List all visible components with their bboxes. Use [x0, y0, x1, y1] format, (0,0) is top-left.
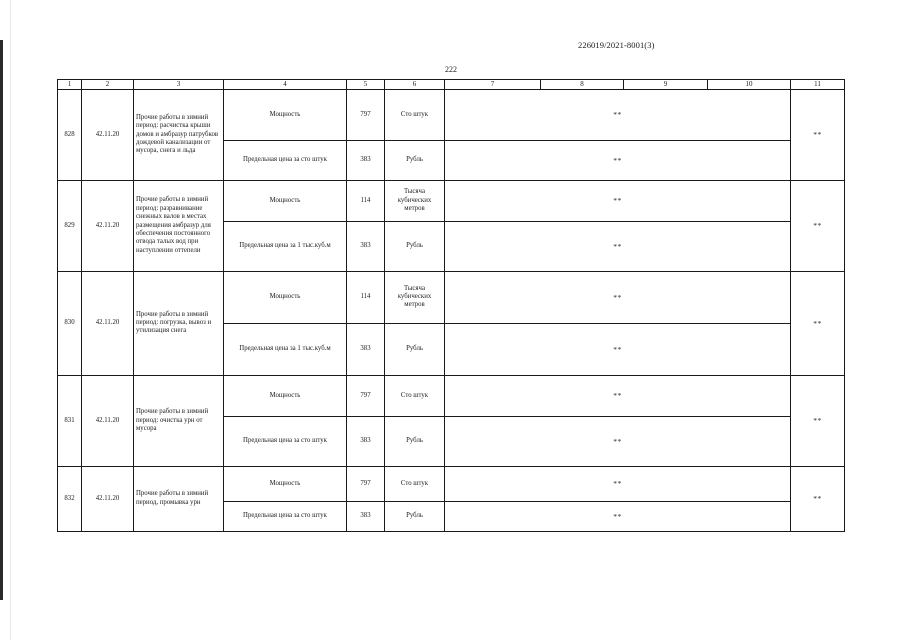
row-last-value: ** [791, 271, 845, 375]
row-code: 42.11.20 [82, 375, 134, 466]
header-col-3: 3 [134, 80, 224, 90]
indicator-value: ** [445, 271, 791, 323]
row-number: 832 [58, 466, 82, 531]
indicator-value: ** [445, 221, 791, 271]
indicator-value: ** [445, 323, 791, 375]
procurement-table [57, 79, 845, 532]
indicator-okei: 383 [347, 501, 385, 531]
indicator-unit: Рубль [385, 323, 445, 375]
row-code: 42.11.20 [82, 466, 134, 531]
header-col-1: 1 [58, 80, 82, 90]
indicator-unit: Тысяча кубических метров [385, 180, 445, 221]
scan-edge-mark [0, 40, 3, 600]
indicator-okei: 114 [347, 271, 385, 323]
indicator-okei: 114 [347, 180, 385, 221]
indicator-unit: Сто штук [385, 375, 445, 416]
indicator-value: ** [445, 89, 791, 140]
indicator-value: ** [445, 416, 791, 466]
row-last-value: ** [791, 180, 845, 271]
indicator-name: Мощность [224, 89, 347, 140]
row-description: Прочие работы в зимний период, промывка урн [134, 466, 224, 531]
row-number: 828 [58, 89, 82, 180]
indicator-name: Мощность [224, 271, 347, 323]
header-col-2: 2 [82, 80, 134, 90]
header-col-7: 7 [445, 80, 541, 90]
row-last-value: ** [791, 466, 845, 531]
indicator-value: ** [445, 180, 791, 221]
scan-edge-shadow [10, 0, 11, 640]
page-number: 222 [445, 65, 457, 74]
indicator-okei: 797 [347, 89, 385, 140]
row-last-value: ** [791, 375, 845, 466]
header-col-10: 10 [708, 80, 791, 90]
row-code: 42.11.20 [82, 271, 134, 375]
indicator-value: ** [445, 140, 791, 180]
row-code: 42.11.20 [82, 89, 134, 180]
row-number: 829 [58, 180, 82, 271]
header-col-5: 5 [347, 80, 385, 90]
table-row [58, 466, 845, 501]
indicator-name: Предельная цена за 1 тыс.куб.м [224, 221, 347, 271]
indicator-name: Предельная цена за сто штук [224, 501, 347, 531]
table-row [58, 89, 845, 140]
indicator-value: ** [445, 375, 791, 416]
row-number: 831 [58, 375, 82, 466]
indicator-unit: Рубль [385, 221, 445, 271]
row-description: Прочие работы в зимний период: очистка урн от мусора [134, 375, 224, 466]
row-number: 830 [58, 271, 82, 375]
header-col-8: 8 [541, 80, 624, 90]
indicator-name: Предельная цена за сто штук [224, 140, 347, 180]
table-row [58, 375, 845, 416]
indicator-value: ** [445, 466, 791, 501]
indicator-unit: Тысяча кубических метров [385, 271, 445, 323]
indicator-okei: 383 [347, 140, 385, 180]
indicator-name: Предельная цена за сто штук [224, 416, 347, 466]
indicator-name: Мощность [224, 180, 347, 221]
header-col-9: 9 [624, 80, 708, 90]
indicator-name: Предельная цена за 1 тыс.куб.м [224, 323, 347, 375]
document-number: 226019/2021-8001(3) [578, 40, 655, 50]
indicator-okei: 383 [347, 221, 385, 271]
indicator-okei: 797 [347, 375, 385, 416]
indicator-name: Мощность [224, 375, 347, 416]
header-row [58, 80, 845, 90]
indicator-okei: 383 [347, 323, 385, 375]
header-col-6: 6 [385, 80, 445, 90]
table-row [58, 271, 845, 323]
row-description: Прочие работы в зимний период: расчистка крыши домов и амбразур патрубков дождевой канализации от мусора, снега и льда [134, 89, 224, 180]
indicator-name: Мощность [224, 466, 347, 501]
indicator-unit: Рубль [385, 416, 445, 466]
table-row [58, 180, 845, 221]
header-col-11: 11 [791, 80, 845, 90]
row-description: Прочие работы в зимний период: разравнивание снежных валов в местах размещения амбразур для обеспечения постоянного отвода талых вод при наступлении оттепели [134, 180, 224, 271]
row-description: Прочие работы в зимний период: погрузка, вывоз и утилизация снега [134, 271, 224, 375]
row-last-value: ** [791, 89, 845, 180]
indicator-okei: 797 [347, 466, 385, 501]
indicator-value: ** [445, 501, 791, 531]
header-col-4: 4 [224, 80, 347, 90]
row-code: 42.11.20 [82, 180, 134, 271]
indicator-unit: Сто штук [385, 89, 445, 140]
indicator-unit: Рубль [385, 501, 445, 531]
indicator-unit: Рубль [385, 140, 445, 180]
indicator-okei: 383 [347, 416, 385, 466]
indicator-unit: Сто штук [385, 466, 445, 501]
